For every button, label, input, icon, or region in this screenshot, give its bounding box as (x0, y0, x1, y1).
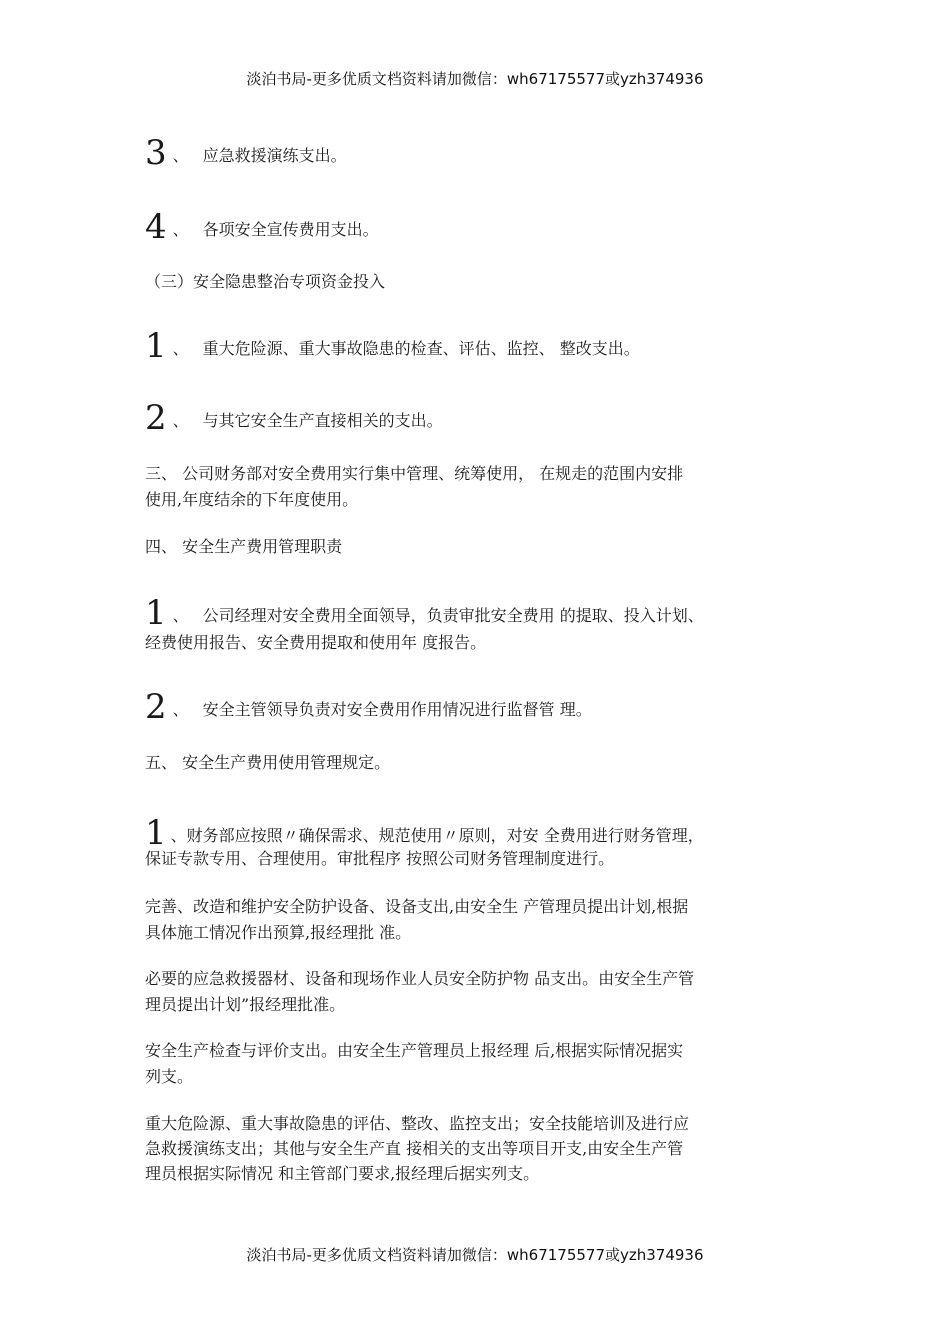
list-separator: 、 (172, 411, 189, 430)
list-number: 3 (145, 133, 167, 173)
paragraph-text: 应急救援演练支出。 (202, 146, 347, 165)
paragraph-equipment-line2: 具体施工情况作出预算,报经理批 准。 (145, 923, 412, 942)
paragraph-inspection-line1: 安全生产检查与评价支出。由安全生产管理员上报经理 后,根据实际情况据实 (145, 1041, 684, 1060)
page-footer-watermark: 淡泊书局-更多优质文档资料请加微信：wh67175577或yzh374936 (246, 1246, 704, 1264)
section-heading-5: 五、 安全生产费用使用管理规定。 (145, 753, 391, 772)
paragraph-emergency-line1: 必要的应急救援器材、设备和现场作业人员安全防护物 品支出。由安全生产管 (145, 969, 695, 988)
list-separator: 、 (172, 700, 189, 719)
paragraph-text: 与其它安全生产直接相关的支出。 (202, 411, 443, 430)
list-number: 1 (145, 326, 167, 366)
paragraph-text: 安全主管领导负责对安全费用作用情况进行监督管 理。 (202, 700, 592, 719)
paragraph-text: 财务部应按照〃确保需求、规范使用〃原则，对安 全费用进行财务管理， (186, 826, 704, 845)
paragraph-text: 重大危险源、重大事故隐患的检查、评估、监控、 整改支出。 (202, 339, 640, 358)
paragraph-rule-1-line1 (145, 813, 810, 853)
paragraph-hazard-1 (145, 326, 810, 366)
list-number: 2 (145, 398, 167, 438)
paragraph-expense-4 (145, 207, 810, 247)
list-number: 1 (145, 593, 167, 633)
paragraph-text: 各项安全宣传费用支出。 (202, 220, 379, 239)
list-separator: 、 (170, 826, 187, 845)
list-number: 1 (145, 813, 167, 853)
paragraph-section-3-line2: 使用,年度结余的下年度使用。 (145, 490, 359, 509)
paragraph-section-3-line1: 三、 公司财务部对安全费用实行集中管理、统筹使用， 在规走的范围内安排 (145, 464, 684, 483)
list-number: 2 (145, 687, 167, 727)
paragraph-rule-1-line2: 保证专款专用、合理使用。审批程序 按照公司财务管理制度进行。 (145, 849, 615, 868)
paragraph-major-hazard-line2: 急救援演练支出；其他与安全生产直 接相关的支出等项目开支,由安全生产管 (145, 1139, 684, 1158)
section-heading-hazard-fund: （三）安全隐患整治专项资金投入 (145, 272, 386, 291)
paragraph-major-hazard-line1: 重大危险源、重大事故隐患的评估、整改、监控支出；安全技能培训及进行应 (145, 1114, 690, 1133)
paragraph-emergency-line2: 理员提出计划”报经理批准。 (145, 995, 346, 1014)
list-number: 4 (145, 207, 167, 247)
paragraph-duty-1-line2: 经费使用报告、安全费用提取和使用年 度报告。 (145, 633, 487, 652)
list-separator: 、 (172, 220, 189, 239)
paragraph-duty-1-line1 (145, 593, 810, 633)
paragraph-duty-2 (145, 687, 810, 727)
paragraph-hazard-2 (145, 398, 810, 438)
paragraph-expense-3 (145, 133, 810, 173)
list-separator: 、 (172, 339, 189, 358)
list-separator: 、 (172, 606, 189, 625)
paragraph-equipment-line1: 完善、改造和维护安全防护设备、设备支出,由安全生 产管理员提出计划,根据 (145, 897, 689, 916)
paragraph-major-hazard-line3: 理员根据实际情况 和主管部门要求,报经理后据实列支。 (145, 1164, 540, 1183)
list-separator: 、 (172, 146, 189, 165)
page-header-watermark: 淡泊书局-更多优质文档资料请加微信：wh67175577或yzh374936 (246, 70, 704, 88)
paragraph-inspection-line2: 列支。 (145, 1067, 194, 1086)
section-heading-4: 四、 安全生产费用管理职责 (145, 537, 343, 556)
paragraph-text: 公司经理对安全费用全面领导，负责审批安全费用 的提取、投入计划、 (202, 606, 704, 625)
